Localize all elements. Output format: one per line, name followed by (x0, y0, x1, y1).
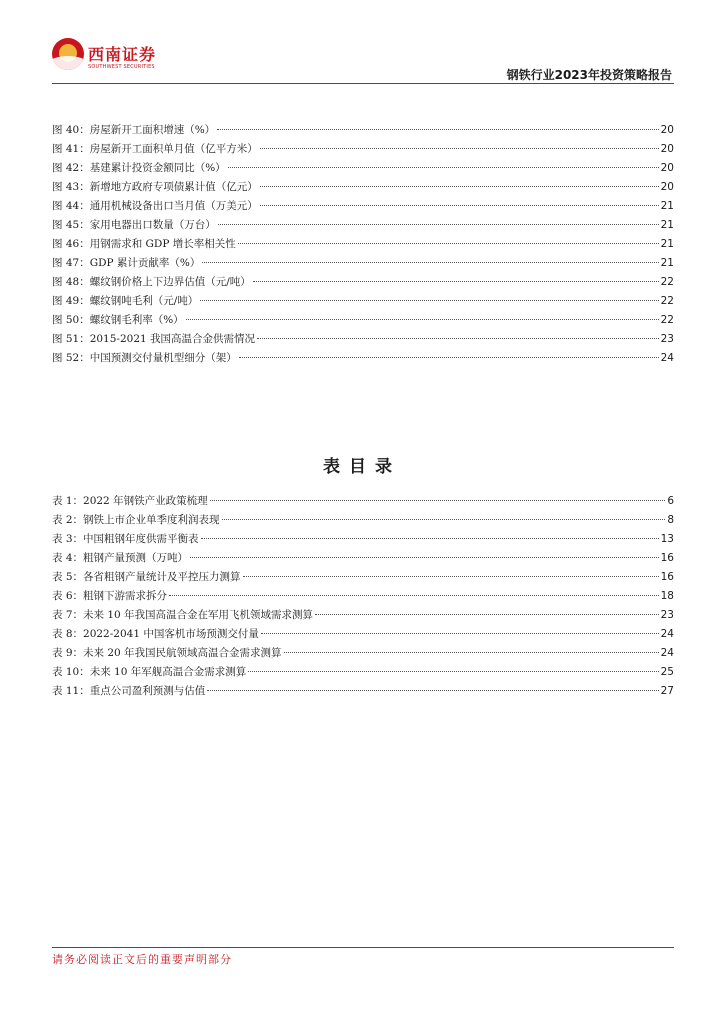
table-toc-entry[interactable] (52, 625, 674, 644)
dot-leader (210, 500, 666, 501)
table-toc-entry[interactable] (52, 530, 674, 549)
figure-toc-entry-page-number: 20 (660, 162, 674, 174)
dot-leader (315, 614, 659, 615)
table-toc-entry[interactable] (52, 606, 674, 625)
figure-toc-entry[interactable] (52, 330, 674, 349)
dot-leader (186, 319, 659, 320)
table-toc-entry[interactable] (52, 644, 674, 663)
figure-toc-entry[interactable] (52, 216, 674, 235)
figure-toc-entry[interactable] (52, 311, 674, 330)
dot-leader (217, 129, 658, 130)
figure-toc-entry-page-number: 21 (660, 200, 674, 212)
logo-name-en: SOUTHWEST SECURITIES (88, 64, 155, 70)
table-toc-entry-page-number: 23 (660, 609, 674, 621)
table-toc-entry-page-number: 24 (660, 647, 674, 659)
dot-leader (257, 338, 659, 339)
table-toc-entry-page-number: 16 (660, 571, 674, 583)
header-divider (52, 83, 674, 84)
dot-leader (169, 595, 659, 596)
table-toc-entry[interactable] (52, 568, 674, 587)
figure-toc-entry-page-number: 22 (660, 276, 674, 288)
figure-toc-entry-label: 图 50：螺纹钢毛利率（%） (52, 314, 184, 326)
table-toc-entry-page-number: 16 (660, 552, 674, 564)
dot-leader (253, 281, 659, 282)
figure-toc-entry-label: 图 44：通用机械设备出口当月值（万美元） (52, 200, 258, 212)
figure-toc-entry[interactable] (52, 140, 674, 159)
figure-toc-entry[interactable] (52, 197, 674, 216)
figure-toc-entry-page-number: 23 (660, 333, 674, 345)
table-toc-entry[interactable] (52, 587, 674, 606)
figure-toc-entry-page-number: 21 (660, 219, 674, 231)
dot-leader (261, 633, 659, 634)
dot-leader (284, 652, 659, 653)
figure-toc-entry-label: 图 40：房屋新开工面积增速（%） (52, 124, 216, 136)
figure-toc-entry-page-number: 21 (660, 238, 674, 250)
table-toc-entry-page-number: 6 (667, 495, 674, 507)
table-toc-entry[interactable] (52, 511, 674, 530)
table-toc-entry-label: 表 2：钢铁上市企业单季度利润表现 (52, 514, 220, 526)
figure-toc-entry[interactable] (52, 254, 674, 273)
figure-toc-entry-label: 图 41：房屋新开工面积单月值（亿平方米） (52, 143, 258, 155)
footer-disclaimer: 请务必阅读正文后的重要声明部分 (52, 953, 232, 966)
dot-leader (243, 576, 659, 577)
report-title: 钢铁行业2023年投资策略报告 (506, 68, 672, 82)
table-toc-entry-label: 表 4：粗钢产量预测（万吨） (52, 552, 189, 564)
figure-toc-entry[interactable] (52, 273, 674, 292)
table-toc-entry[interactable] (52, 663, 674, 682)
dot-leader (260, 186, 659, 187)
figure-toc-entry-label: 图 52：中国预测交付量机型细分（架） (52, 352, 237, 364)
dot-leader (200, 300, 658, 301)
dot-leader (218, 224, 659, 225)
figure-toc-entry-label: 图 46：用钢需求和 GDP 增长率相关性 (52, 238, 236, 250)
figure-toc-entry-label: 图 51：2015-2021 我国高温合金供需情况 (52, 333, 256, 345)
figure-toc-entry-label: 图 48：螺纹钢价格上下边界估值（元/吨） (52, 276, 251, 288)
figure-toc-entry[interactable] (52, 159, 674, 178)
figure-toc-entry-page-number: 20 (660, 181, 674, 193)
dot-leader (202, 262, 658, 263)
table-toc-entry[interactable] (52, 492, 674, 511)
table-toc-entry-page-number: 25 (660, 666, 674, 678)
table-toc-entry[interactable] (52, 549, 674, 568)
table-toc-entry-label: 表 10：未来 10 年军舰高温合金需求测算 (52, 666, 247, 678)
table-list (52, 492, 674, 701)
logo-name-cn: 西南证券 (88, 45, 157, 64)
table-toc-entry[interactable] (52, 682, 674, 701)
table-toc-entry-page-number: 18 (660, 590, 674, 602)
figure-toc-entry-label: 图 47：GDP 累计贡献率（%） (52, 257, 201, 269)
tables-section-title: 表目录 (323, 457, 401, 477)
figure-toc-entry-page-number: 21 (660, 257, 674, 269)
figure-toc-entry-page-number: 20 (660, 124, 674, 136)
table-toc-entry-label: 表 11：重点公司盈利预测与估值 (52, 685, 206, 697)
table-toc-entry-label: 表 5：各省粗钢产量统计及平控压力测算 (52, 571, 241, 583)
dot-leader (260, 148, 659, 149)
figure-toc-entry[interactable] (52, 235, 674, 254)
table-toc-entry-page-number: 13 (660, 533, 674, 545)
figure-toc-entry-page-number: 20 (660, 143, 674, 155)
dot-leader (239, 357, 659, 358)
footer-divider (52, 947, 674, 948)
dot-leader (207, 690, 658, 691)
table-toc-entry-page-number: 24 (660, 628, 674, 640)
table-toc-entry-page-number: 8 (667, 514, 674, 526)
table-toc-entry-label: 表 8：2022-2041 中国客机市场预测交付量 (52, 628, 259, 640)
figure-toc-entry-label: 图 45：家用电器出口数量（万台） (52, 219, 216, 231)
figure-toc-entry-page-number: 22 (660, 295, 674, 307)
table-toc-entry-label: 表 9：未来 20 年我国民航领域高温合金需求测算 (52, 647, 282, 659)
dot-leader (222, 519, 666, 520)
dot-leader (190, 557, 659, 558)
figure-list (52, 121, 674, 368)
page-header (0, 0, 724, 90)
figure-toc-entry[interactable] (52, 349, 674, 368)
table-toc-entry-label: 表 7：未来 10 年我国高温合金在军用飞机领域需求测算 (52, 609, 314, 621)
table-toc-entry-label: 表 3：中国粗钢年度供需平衡表 (52, 533, 199, 545)
figure-toc-entry-page-number: 24 (660, 352, 674, 364)
figure-toc-entry-label: 图 49：螺纹钢吨毛利（元/吨） (52, 295, 199, 307)
figure-toc-entry-page-number: 22 (660, 314, 674, 326)
figure-toc-entry[interactable] (52, 292, 674, 311)
dot-leader (248, 671, 658, 672)
dot-leader (228, 167, 659, 168)
company-logo (52, 38, 162, 78)
figure-toc-entry[interactable] (52, 178, 674, 197)
table-toc-entry-page-number: 27 (660, 685, 674, 697)
figure-toc-entry[interactable] (52, 121, 674, 140)
table-toc-entry-label: 表 6：粗钢下游需求拆分 (52, 590, 168, 602)
logo-emblem-icon (52, 38, 84, 70)
table-toc-entry-label: 表 1：2022 年钢铁产业政策梳理 (52, 495, 208, 507)
figure-toc-entry-label: 图 43：新增地方政府专项债累计值（亿元） (52, 181, 258, 193)
figure-toc-entry-label: 图 42：基建累计投资金额同比（%） (52, 162, 226, 174)
dot-leader (260, 205, 659, 206)
dot-leader (201, 538, 659, 539)
dot-leader (238, 243, 659, 244)
